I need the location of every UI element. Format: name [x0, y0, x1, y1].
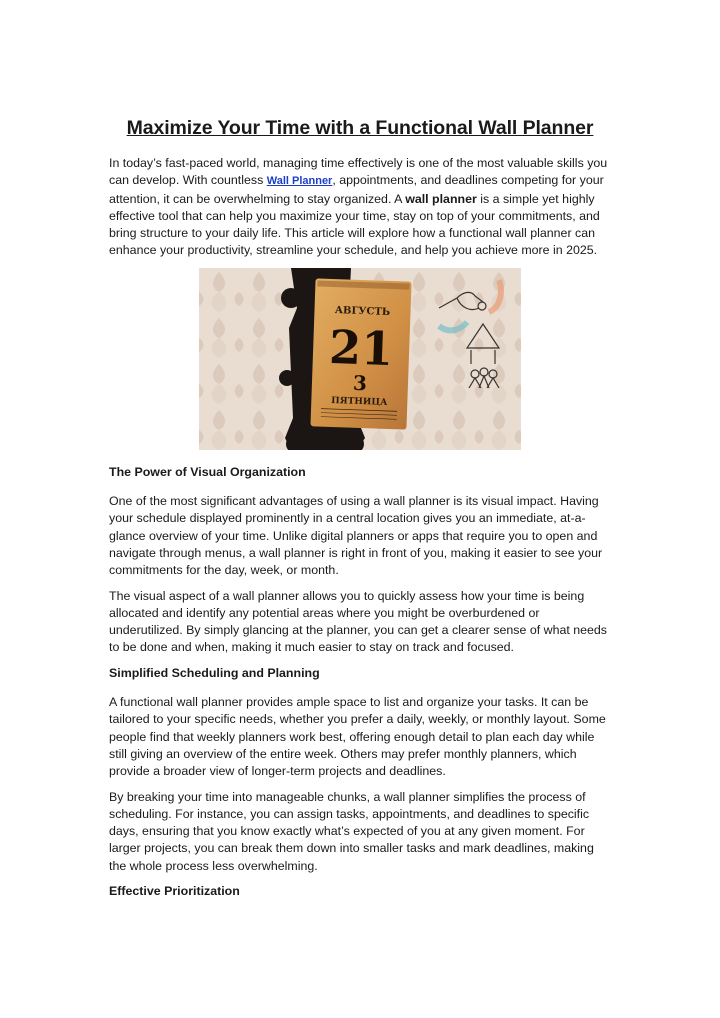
calendar-weekday: ПЯТНИЦА — [331, 395, 388, 408]
section-paragraph: One of the most significant advantages of using a wall planner is its visual impact. Having your schedule displayed prominently in a central location gives you an immediate, at-a-glance overview of your time. Unlike digital planners or apps that require you to open and navigate through menus, a wall planner is right in front of you, making it easier to see your commitments for the day, week, or month. — [109, 494, 603, 578]
section-paragraph: The visual aspect of a wall planner allows you to quickly assess how your time is being allocated and identify any potential areas where you might be overburdened or underutilized. By simply glancing at the planner, you can get a clearer sense of what needs to be done and when, making it much easier to stay on track and focused. — [109, 588, 607, 655]
wall-planner-link[interactable]: Wall Planner — [266, 175, 333, 188]
section-heading-scheduling: Simplified Scheduling and Planning — [109, 665, 320, 680]
section-paragraph: By breaking your time into manageable chunks, a wall planner simplifies the process of scheduling. For instance, you can assign tasks, appointments, and deadlines to specific days, ensuring that you know exactly what’s expected of you at any given moment. For larger projects, you can break them down into smaller tasks and mark deadlines, making the whole process less overwhelming. — [109, 789, 594, 873]
section-heading-prioritization: Effective Prioritization — [109, 884, 240, 899]
intro-text-3: is a simple yet highly effective tool that can help you maximize your time, stay on top of your commitments, and bring structure to your daily life. This article will explore how a functional wall planner can enhance your productivity, streamline your schedule, and help you achieve more in 2025. — [109, 191, 600, 258]
intro-bold-term: wall planner — [405, 191, 477, 206]
section-heading-visual: The Power of Visual Organization — [109, 464, 306, 479]
article — [109, 115, 611, 912]
calendar-weekday-number: 3 — [352, 370, 368, 395]
calendar-day: 21 — [328, 319, 395, 376]
calendar-photo — [199, 268, 521, 450]
intro-text-2: , appointments, and deadlines competing for your attention, it can be overwhelming to stay organized. A — [109, 173, 604, 206]
intro-text-1: In today’s fast-paced world, managing time effectively is one of the most valuable skills you can develop. With countless — [109, 156, 608, 188]
page-title: Maximize Your Time with a Functional Wall Planner — [126, 117, 594, 139]
calendar-month: АВГУСТЬ — [334, 304, 391, 318]
tear-off-calendar — [310, 278, 411, 429]
section-paragraph: A functional wall planner provides ample space to list and organize your tasks. It can be tailored to your specific needs, whether you prefer a daily, weekly, or monthly layout. Some people find that weekly planners work best, offering enough detail to plan each day while still giving an overview of the entire week. Others may prefer monthly planners, which provide a broader view of longer-term projects and deadlines. — [109, 695, 606, 779]
intro-paragraph — [109, 155, 611, 260]
